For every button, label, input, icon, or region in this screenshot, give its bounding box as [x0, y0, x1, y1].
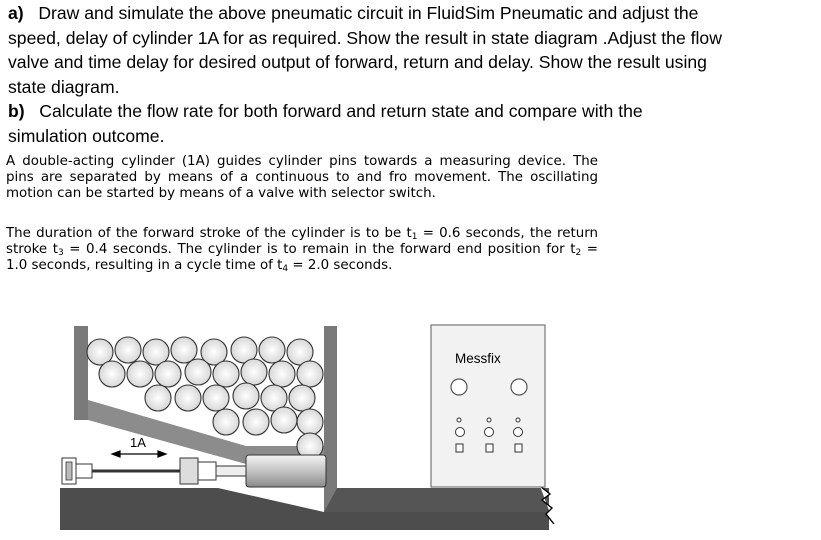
- question-a-line-1: a) Draw and simulate the above pneumatic circuit in FluidSim Pneumatic and adjust the: [8, 3, 699, 23]
- ground-plate: [60, 512, 549, 530]
- cylinder-1a: [62, 455, 326, 487]
- question-a-line-4: state diagram.: [8, 76, 120, 97]
- measuring-device-panel: [431, 325, 545, 487]
- question-a-label: a): [8, 3, 24, 23]
- question-a-line-3: valve and time delay for desired output of forward, return and delay. Show the result using: [8, 52, 707, 73]
- cylinder-rod-head: [246, 455, 326, 487]
- problem-paragraph-1: A double-acting cylinder (1A) guides cylinder pins towards a measuring device. The pins are separated by means of a continuous to and fro movement. The oscillating motion can be started by means of a valve with selector switch.: [6, 154, 598, 201]
- cylinder-label: 1A: [130, 435, 146, 450]
- base-block: [60, 488, 324, 512]
- question-a-line-2: speed, delay of cylinder 1A for as required. Show the result in state diagram .Adjust the flow: [8, 27, 722, 48]
- question-b-line-2: simulation outcome.: [8, 125, 165, 146]
- hopper-left-wall: [74, 326, 88, 420]
- device-label: Messfix: [455, 351, 501, 366]
- question-b-label: b): [8, 101, 25, 121]
- indicator-lamp-2: [511, 379, 527, 395]
- stroke-arrow: [112, 451, 166, 457]
- problem-paragraph-2: The duration of the forward stroke of the cylinder is to be $t_1 = 0.6$ seconds, the return stroke $t_3 = 0.4$ seconds. The cylinder is to remain in the forward end position for $t_2 = 1.0$ seconds, resulting in a cycle time of $t_4 = 2.0$ seconds.: [6, 226, 598, 274]
- indicator-lamp-1: [451, 379, 467, 395]
- question-b-line-1: b) Calculate the flow rate for both forward and return state and compare with the: [8, 101, 643, 121]
